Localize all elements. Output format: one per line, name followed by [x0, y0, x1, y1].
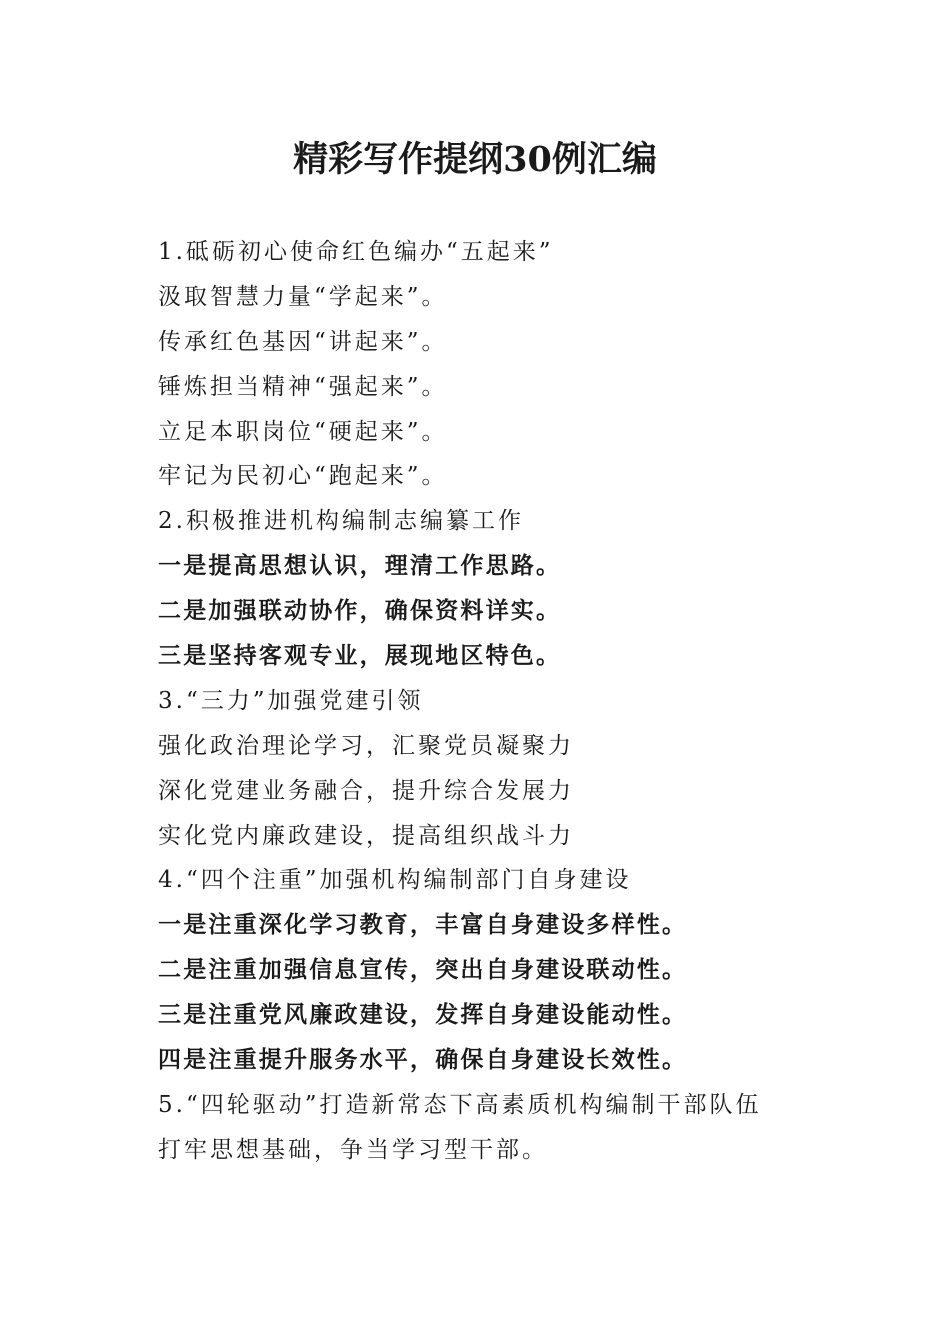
text-line: 锤炼担当精神“强起来”。: [158, 373, 448, 400]
text-line: 1.砥砺初心使命红色编办“五起来”: [158, 239, 554, 265]
text-line: 牢记为民初心“跑起来”。: [158, 463, 448, 490]
bold-text-line: 一是注重深化学习教育，丰富自身建设多样性。: [158, 911, 688, 939]
bold-text-line: 三是注重党风廉政建设，发挥自身建设能动性。: [158, 1001, 688, 1029]
document-title: 精彩写作提纲30例汇编: [293, 139, 657, 180]
text-line: 3.“三力”加强党建引领: [158, 687, 424, 714]
bold-text-line: 一是提高思想认识，理清工作思路。: [158, 552, 562, 580]
text-line: 强化政治理论学习，汇聚党员凝聚力: [158, 732, 574, 759]
bold-text-line: 二是加强联动协作，确保资料详实。: [158, 597, 562, 625]
text-line: 4.“四个注重”加强机构编制部门自身建设: [158, 867, 632, 894]
document-body: [158, 230, 858, 1173]
text-line: 汲取智慧力量“学起来”。: [158, 283, 448, 310]
text-line: 深化党建业务融合，提升综合发展力: [158, 777, 574, 804]
text-line: 2.积极推进机构编制志编纂工作: [158, 508, 524, 535]
text-line: 传承红色基因“讲起来”。: [158, 328, 448, 355]
bold-text-line: 四是注重提升服务水平，确保自身建设长效性。: [158, 1046, 688, 1074]
bold-text-line: 二是注重加强信息宣传，突出自身建设联动性。: [158, 956, 688, 984]
text-line: 实化党内廉政建设，提高组织战斗力: [158, 822, 574, 849]
bold-text-line: 三是坚持客观专业，展现地区特色。: [158, 642, 562, 670]
text-line: 5.“四轮驱动”打造新常态下高素质机构编制干部队伍: [158, 1091, 762, 1118]
text-line: 立足本职岗位“硬起来”。: [158, 418, 448, 445]
text-line: 打牢思想基础，争当学习型干部。: [158, 1136, 548, 1163]
